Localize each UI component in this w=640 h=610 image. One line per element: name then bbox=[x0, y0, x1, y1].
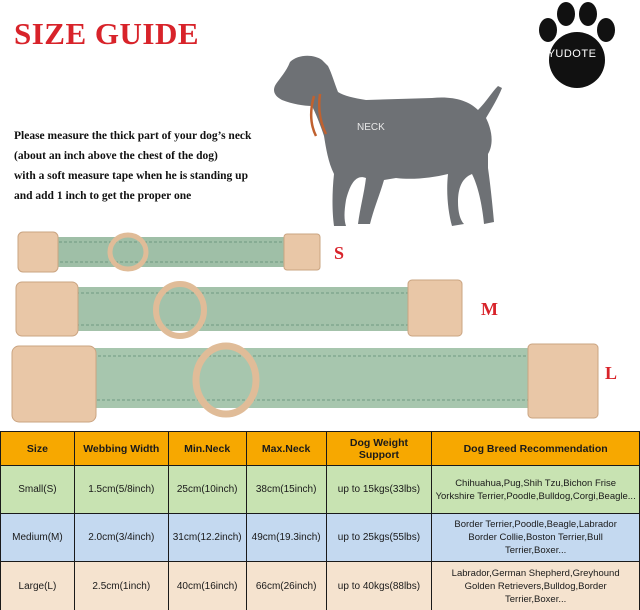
min-neck-cell: 31cm(12.2inch) bbox=[168, 514, 246, 562]
size-table bbox=[0, 431, 640, 610]
weight-cell: up to 40kgs(88lbs) bbox=[326, 562, 432, 610]
size-label-small: S bbox=[334, 243, 345, 263]
table-row bbox=[1, 466, 640, 514]
breed-line: Yorkshire Terrier,Poodle,Bulldog,Corgi,Beagle... bbox=[435, 490, 636, 502]
dog-silhouette-icon bbox=[262, 52, 512, 242]
table-row bbox=[1, 514, 640, 562]
min-neck-cell: 40cm(16inch) bbox=[168, 562, 246, 610]
neck-label: NECK bbox=[357, 122, 385, 133]
max-neck-cell: 66cm(26inch) bbox=[246, 562, 326, 610]
column-header: Webbing Width bbox=[74, 432, 168, 466]
collar-medium bbox=[16, 280, 462, 336]
breed-cell bbox=[432, 562, 640, 610]
weight-cell: up to 15kgs(33lbs) bbox=[326, 466, 432, 514]
column-header: Dog Weight Support bbox=[326, 432, 432, 466]
breed-line: Golden Retrievers,Bulldog,Border bbox=[464, 581, 607, 592]
breed-cell bbox=[432, 514, 640, 562]
breed-line: Terrier,Boxer... bbox=[505, 594, 567, 605]
paw-logo-icon bbox=[532, 2, 622, 88]
max-neck-cell: 49cm(19.3inch) bbox=[246, 514, 326, 562]
collar-small bbox=[18, 232, 320, 272]
size-label-medium: M bbox=[481, 299, 498, 319]
breed-line: Border Collie,Boston Terrier,Bull bbox=[468, 532, 603, 543]
width-cell: 2.5cm(1inch) bbox=[74, 562, 168, 610]
breed-line: Chihuahua,Pug,Shih Tzu,Bichon Frise bbox=[455, 477, 617, 489]
instruction-line: and add 1 inch to get the proper one bbox=[14, 190, 192, 202]
max-neck-cell: 38cm(15inch) bbox=[246, 466, 326, 514]
instruction-line: (about an inch above the chest of the dog) bbox=[14, 150, 218, 162]
page-title: SIZE GUIDE bbox=[14, 16, 200, 51]
size-cell: Medium(M) bbox=[1, 514, 75, 562]
width-cell: 1.5cm(5/8inch) bbox=[74, 466, 168, 514]
min-neck-cell: 25cm(10inch) bbox=[168, 466, 246, 514]
breed-cell bbox=[432, 466, 640, 514]
column-header: Max.Neck bbox=[246, 432, 326, 466]
size-label-large: L bbox=[605, 363, 618, 383]
size-cell: Large(L) bbox=[1, 562, 75, 610]
column-header: Min.Neck bbox=[168, 432, 246, 466]
collar-large bbox=[12, 344, 598, 422]
width-cell: 2.0cm(3/4inch) bbox=[74, 514, 168, 562]
collar-illustrations bbox=[0, 220, 640, 430]
breed-line: Terrier,Boxer... bbox=[505, 545, 567, 556]
breed-line: Labrador,German Shepherd,Greyhound bbox=[451, 568, 620, 579]
table-row bbox=[1, 562, 640, 610]
brand-name: YUDOTE bbox=[547, 48, 597, 60]
table-header-row bbox=[1, 432, 640, 466]
weight-cell: up to 25kgs(55lbs) bbox=[326, 514, 432, 562]
instruction-line: Please measure the thick part of your dog’s neck bbox=[14, 130, 252, 142]
breed-line: Border Terrier,Poodle,Beagle,Labrador bbox=[454, 519, 617, 530]
size-cell: Small(S) bbox=[1, 466, 75, 514]
column-header: Dog Breed Recommendation bbox=[432, 432, 640, 466]
column-header: Size bbox=[1, 432, 75, 466]
instruction-line: with a soft measure tape when he is standing up bbox=[14, 170, 248, 182]
